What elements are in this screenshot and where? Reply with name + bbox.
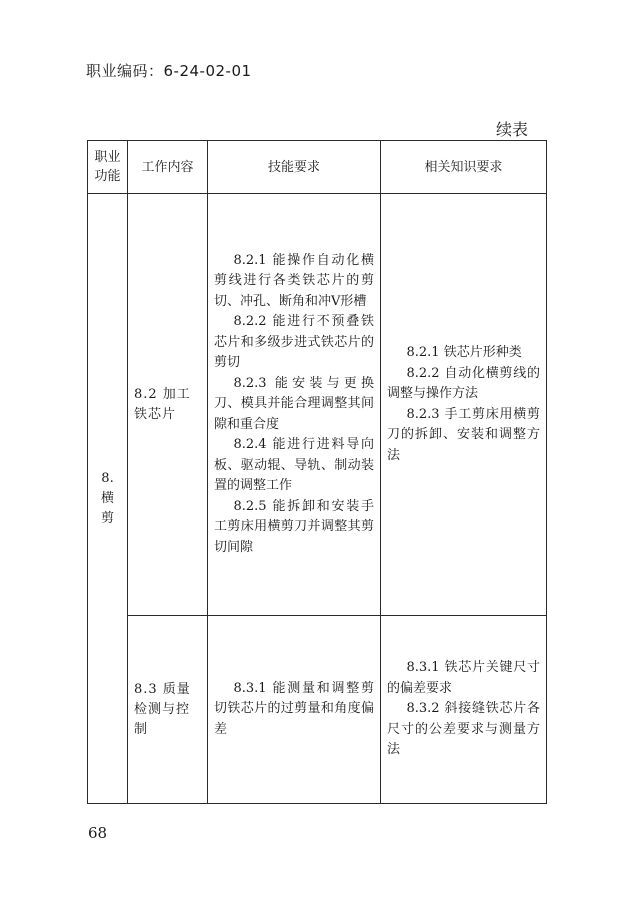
skill-item: 8.2.4 能进行进料导向板、驱动辊、导轨、制动装置的调整工作 (214, 437, 374, 494)
knowledge-cell (381, 194, 547, 616)
table-row (88, 194, 547, 616)
skill-item: 8.2.5 能拆卸和安装手工剪床用横剪刀并调整其剪切间隙 (214, 498, 374, 555)
table-row (88, 616, 547, 804)
function-name-char: 横 (100, 490, 114, 506)
column-header-skill-requirements: 技能要求 (208, 141, 381, 194)
knowledge-cell (381, 616, 547, 804)
function-cell (88, 194, 128, 804)
work-content-cell (128, 616, 208, 804)
column-header-function: 职业功能 (88, 141, 128, 194)
occupation-code: 职业编码：6-24-02-01 (86, 62, 252, 80)
page-number: 68 (88, 824, 108, 842)
column-header-knowledge-requirements: 相关知识要求 (381, 141, 547, 194)
function-number: 8. (101, 470, 114, 486)
skill-item: 8.2.2 能进行不预叠铁芯片和多级步进式铁芯片的剪切 (214, 314, 374, 371)
skill-item: 8.2.1 能操作自动化横剪线进行各类铁芯片的剪切、冲孔、断角和冲V形槽 (214, 252, 374, 309)
knowledge-item: 8.2.1 铁芯片形种类 (406, 345, 522, 360)
skill-item: 8.2.3 能安装与更换刀、模具并能合理调整其间隙和重合度 (214, 375, 374, 432)
function-name-char: 剪 (100, 510, 114, 526)
work-content-text: 8.3 质量检测与控制 (134, 681, 191, 737)
table-header-row (88, 141, 547, 194)
skills-cell (208, 616, 381, 804)
work-content-text: 8.2 加工铁芯片 (134, 386, 191, 422)
knowledge-item: 8.3.2 斜接缝铁芯片各尺寸的公差要求与测量方法 (387, 701, 540, 758)
work-content-cell (128, 194, 208, 616)
knowledge-item: 8.2.3 手工剪床用横剪刀的拆卸、安装和调整方法 (387, 406, 540, 463)
column-header-work-content: 工作内容 (128, 141, 208, 194)
knowledge-item: 8.3.1 铁芯片关键尺寸的偏差要求 (387, 660, 540, 696)
skills-cell (208, 194, 381, 616)
knowledge-item: 8.2.2 自动化横剪线的调整与操作方法 (387, 365, 540, 401)
skill-item: 8.3.1 能测量和调整剪切铁芯片的过剪量和角度偏差 (214, 680, 374, 737)
skills-standard-table (87, 140, 547, 804)
table-continued-label: 续表 (495, 120, 528, 139)
